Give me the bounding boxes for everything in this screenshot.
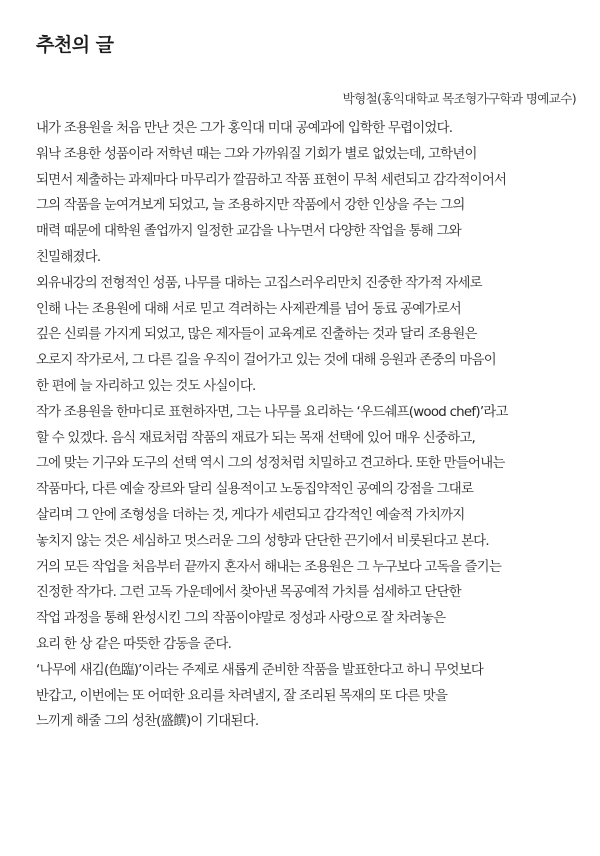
text-line: 워낙 조용한 성품이라 저학년 때는 그와 가까워질 기회가 별로 없었는데, 고학년이	[36, 146, 477, 162]
document-title: 추천의 글	[36, 34, 114, 56]
text-line: 내가 조용원을 처음 만난 것은 그가 홍익대 미대 공예과에 입학한 무렵이었다.	[36, 121, 453, 136]
text-line: 진정한 작가다. 그런 고독 가운데에서 찾아낸 목공예적 가치를 섬세하고 단단한	[36, 585, 461, 601]
text-line: 살리며 그 안에 조형성을 더하는 것, 게다가 세련되고 감각적인 예술적 가치까지	[36, 507, 465, 523]
text-line: 오로지 작가로서, 그 다른 길을 우직이 걸어가고 있는 것에 대해 응원과 존중의 마음이	[36, 353, 496, 369]
text-line: 그의 작품을 눈여겨보게 되었고, 늘 조용하지만 작품에서 강한 인상을 주는 그의	[36, 198, 465, 214]
text-line: 그에 맞는 기구와 도구의 선택 역시 그의 성정처럼 치밀하고 견고하다. 또한 만들어내는	[36, 456, 505, 472]
author-credit: 박형철(홍익대학교 목조형가구학과 명예교수)	[342, 91, 576, 106]
text-line: 작가 조용원을 한마디로 표현하자면, 그는 나무를 요리하는 ‘우드쉐프(wood chef)’라고	[36, 404, 508, 420]
text-line: 거의 모든 작업을 처음부터 끝까지 혼자서 해내는 조용원은 그 누구보다 고독을 즐기는	[36, 559, 502, 575]
text-line: 한 편에 늘 자리하고 있는 것도 사실이다.	[36, 378, 256, 394]
text-line: 반갑고, 이번에는 또 어떠한 요리를 차려낼지, 잘 조리된 목재의 또 다른 맛을	[36, 688, 448, 704]
text-line: 작업 과정을 통해 완성시킨 그의 작품이야말로 정성과 사랑으로 잘 차려놓은	[36, 611, 446, 627]
text-line: 놓치지 않는 것은 세심하고 멋스러운 그의 성향과 단단한 끈기에서 비롯된다고 본다.	[36, 533, 489, 549]
text-line: 매력 때문에 대학원 졸업까지 일정한 교감을 나누면서 다양한 작업을 통해 그와	[36, 224, 461, 240]
text-line: ‘나무에 새김(色臨)’이라는 주제로 새롭게 준비한 작품을 발표한다고 하니 무엇보다	[36, 662, 484, 678]
body-text	[36, 116, 581, 735]
text-line: 외유내강의 전형적인 성품, 나무를 대하는 고집스러우리만치 진중한 작가적 자세로	[36, 275, 482, 291]
text-line: 작품마다, 다른 예술 장르와 달리 실용적이고 노동집약적인 공예의 강점을 그대로	[36, 482, 474, 498]
text-line: 할 수 있겠다. 음식 재료처럼 작품의 재료가 되는 목재 선택에 있어 매우 신중하고,	[36, 430, 476, 446]
text-line: 친밀해졌다.	[36, 249, 101, 265]
text-line: 요리 한 상 같은 따뜻한 감동을 준다.	[36, 636, 232, 652]
text-line: 인해 나는 조용원에 대해 서로 믿고 격려하는 사제관계를 넘어 동료 공예가로서	[36, 301, 461, 317]
text-line: 깊은 신뢰를 가지게 되었고, 많은 제자들이 교육계로 진출하는 것과 달리 조용원은	[36, 327, 477, 343]
text-line: 느끼게 해줄 그의 성찬(盛饌)이 기대된다.	[36, 714, 259, 730]
text-line: 되면서 제출하는 과제마다 마무리가 깔끔하고 작품 표현이 무척 세련되고 감각적이어서	[36, 172, 507, 188]
